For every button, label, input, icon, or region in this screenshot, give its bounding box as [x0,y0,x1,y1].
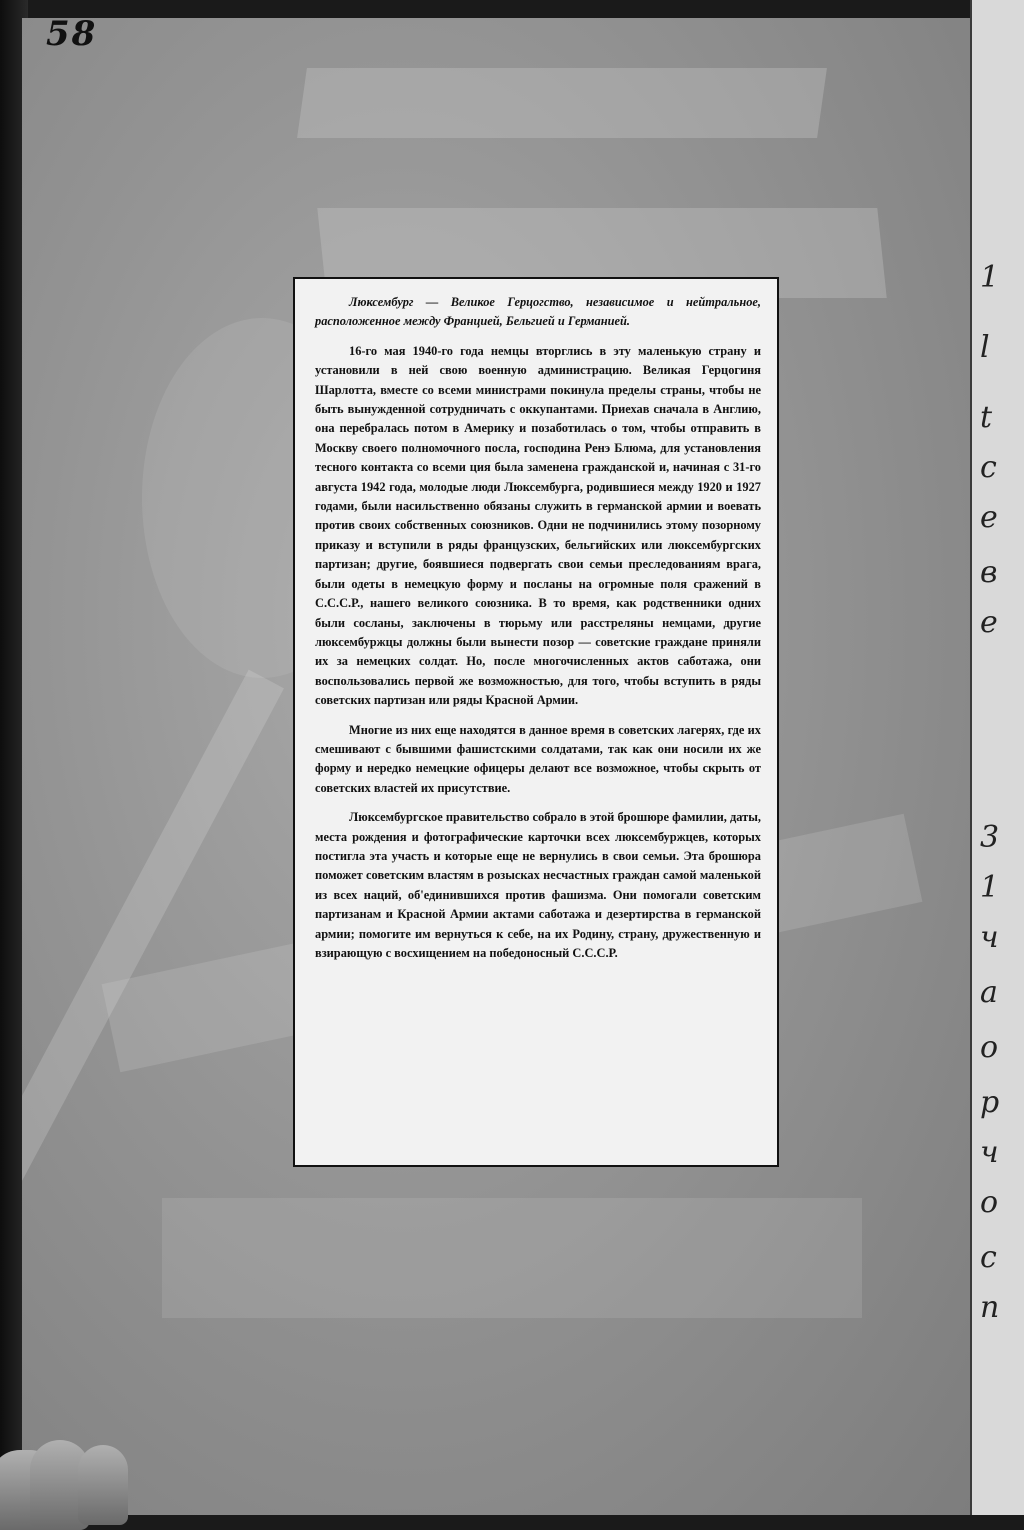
handwriting-mark: o [980,1030,999,1065]
page-number: 58 [46,14,98,54]
handwriting-mark: t [980,400,993,435]
poster-ghost-shape [297,68,827,138]
handwriting-mark: в [980,555,998,590]
handwriting-mark: n [980,1290,1000,1325]
handwriting-mark: l [980,330,990,365]
paragraph-invasion: 16-го мая 1940-го года немцы вторглись в эту маленькую страну и установили в ней свою военную администрацию. Великая Герцогиня Шарлотта, вместе со всеми министрами покинула пределы страны, чтобы не быть вынужденной сотрудничать с оккупантами. Приехав сначала в Англию, она перебралась потом в Америку и позаботилась о том, чтобы отправить в Москву своего полномочного посла, господина Ренэ Блюма, для установления тесного контакта со всеми ция была заменена гражданской и, начиная с 31-го августа 1942 года, молодые люди Люксембурга, родившиеся между 1920 и 1927 годами, были насильственно обязаны служить в германской армии и воевать против своих собственных союзников. Одни не подчинились этому позорному приказу и вступили в ряды французских, бельгийских или люксембургских партизан; другие, боявшиеся подвергать свои семьи преследованиям врага, были одеты в немецкую форму и посланы на огромные поля сражений в С.С.С.Р., нашего великого союзника. В то время, как родственники одних были сосланы, заключены в тюрьму или расстреляны немцами, другие люксембуржцы должны были вынести позор — советские граждане приняли их за немецких солдат. Но, после многочисленных актов саботажа, они воспользовались первой же возможностью, для того, чтобы вступить в ряды советских партизан или ряды Красной Армии. [315,343,761,708]
poster-ghost-shape [162,1198,862,1318]
adjacent-handwritten-page [970,0,1024,1515]
finger-shape [78,1445,128,1525]
handwriting-mark: ч [980,920,999,955]
handwriting-mark: p [980,1085,1000,1120]
handwriting-mark: 3 [980,820,1000,855]
paragraph-brochure: Люксембургское правительство собрало в этой брошюре фамилии, даты, места рождения и фотографические карточки всех люксембуржцев, которых постигла эта участь и которые еще не вернулись в свои семьи. Эта брошюра поможет советским властям в розысках несчастных граждан самой маленькой из всех наций, об'единившихся против фашизма. Они помогали советским партизанам и Красной Армии актами саботажа и дезертирства в германской армии; помогите им вернуться к себе, на их Родину, страну, дружественную и взирающую с восхищением на победоносный С.С.С.Р. [315,810,761,960]
handwriting-mark: a [980,975,998,1010]
handwriting-mark: ч [980,1135,999,1170]
paragraph-camps: Многие из них еще находятся в данное время в советских лагерях, где их смешивают с бывшими фашистскими солдатами, так как они носили их же форму и нередко немецкие офицеры делают все возможное, чтобы скрыть от советских властей их присутствие. [315,722,761,795]
handwriting-mark: e [980,500,998,535]
handwriting-mark: o [980,1185,999,1220]
text-block [293,277,779,1167]
handwriting-mark: e [980,605,998,640]
handwriting-mark: 1 [980,260,1000,295]
handwriting-mark: 1 [980,870,1000,905]
paragraph-intro: Люксембург — Великое Герцогство, независимое и нейтральное, расположенное между Францией, Бельгией и Германией. [315,295,761,329]
handwriting-mark: c [980,1240,997,1275]
handwriting-mark: c [980,450,997,485]
